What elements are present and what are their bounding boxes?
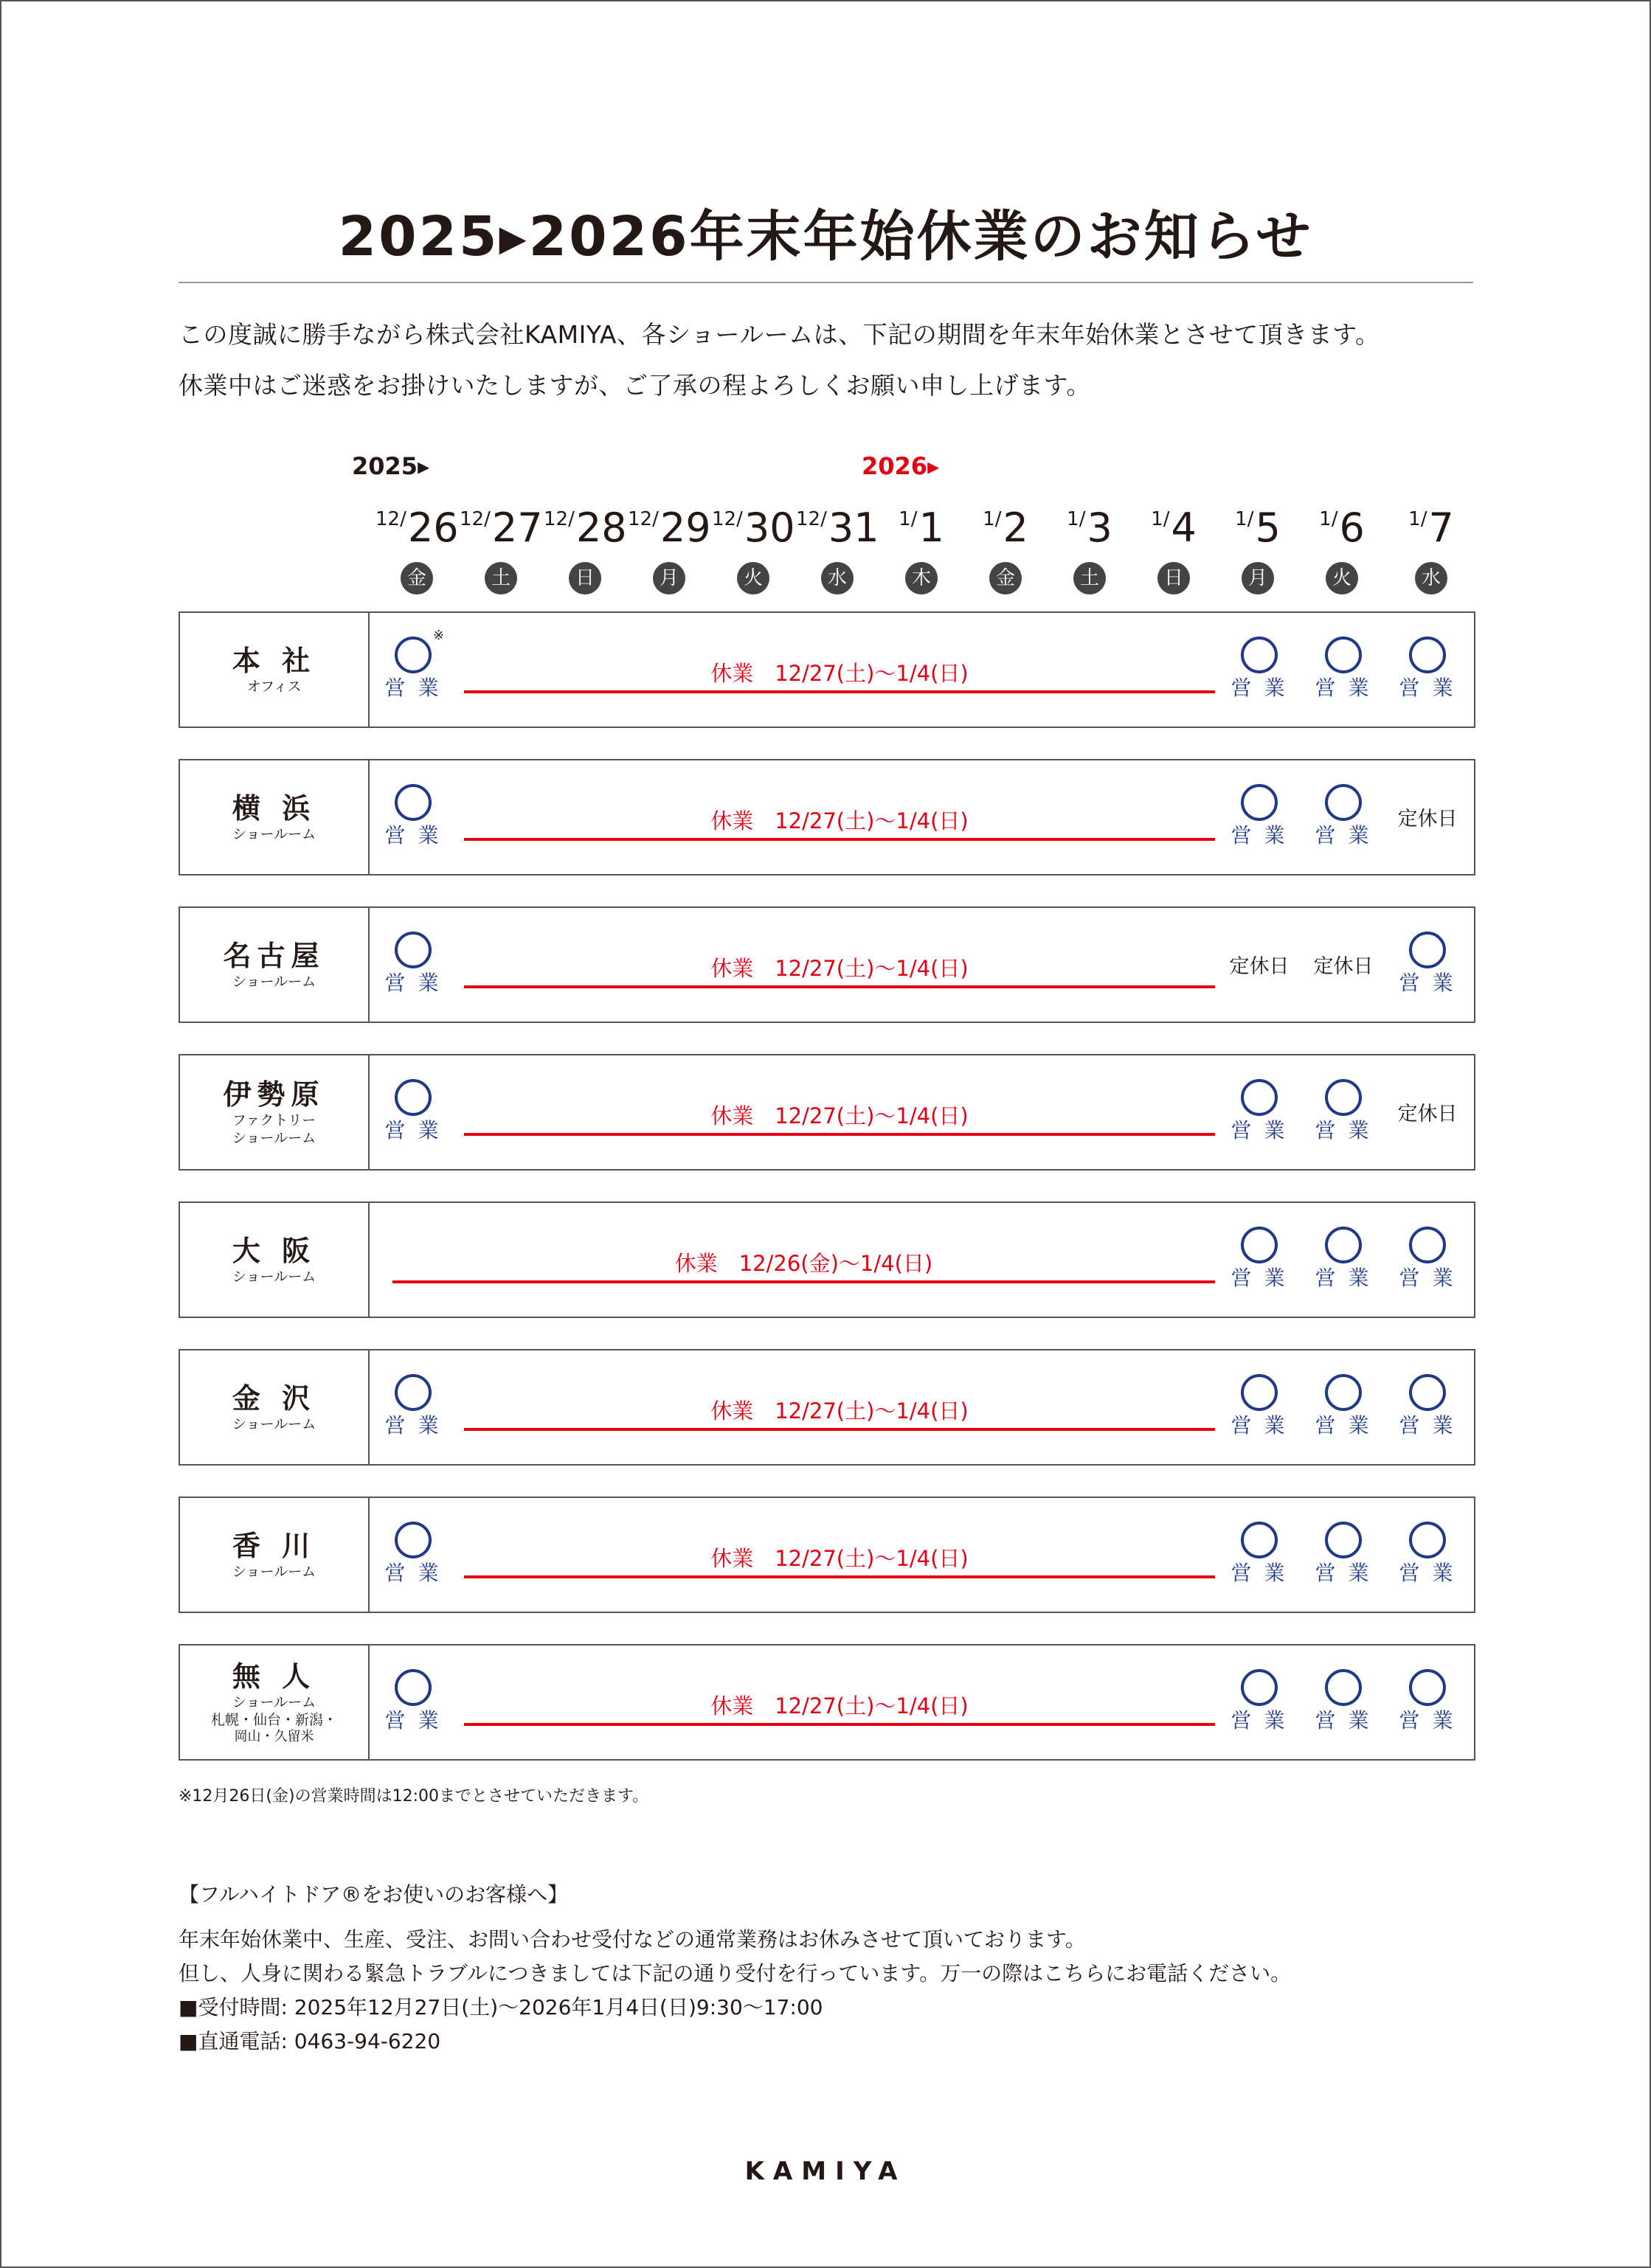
open-marker-dec26 [372,1079,454,1144]
date-day: 28 [575,504,627,551]
date-column [964,493,1047,596]
reception-hours: ■受付時間: 2025年12月27日(土)～2026年1月4日(日)9:30～17:00 [179,1995,823,2019]
open-marker-dec26 [372,932,454,996]
date-month: 12/ [544,508,575,530]
date-number [1216,493,1299,555]
open-marker-dec26 [372,637,454,701]
date-column [544,493,626,596]
date-month: 1/ [1408,508,1427,530]
closure-line [392,1280,1215,1283]
date-number [964,493,1047,555]
location-name: 大 阪 [232,1235,316,1267]
open-circle-icon [395,784,432,821]
location-name: 香 川 [232,1530,316,1562]
location-type: ショールーム [232,1694,316,1710]
date-month: 12/ [712,508,743,530]
location-name: 金 沢 [232,1382,316,1415]
location-name: 無 人 [232,1660,316,1693]
open-circle-icon [1325,784,1362,821]
location-type: オフィス [246,679,302,695]
date-number [880,493,963,555]
open-circle-icon [395,1522,432,1558]
date-day: 6 [1339,504,1365,551]
open-label: 営 業 [384,676,442,700]
open-label: 営 業 [384,1708,442,1733]
date-month: 1/ [1151,508,1170,530]
weekday-badge: 金 [989,562,1022,594]
open-circle-icon [395,637,432,673]
open-label: 営 業 [1399,676,1456,700]
date-column [712,493,795,596]
open-circle-icon [1241,1374,1278,1411]
location-name-cell [180,1498,370,1612]
open-label: 営 業 [384,823,442,847]
date-day: 7 [1428,504,1454,551]
weekday-badge: 月 [653,562,685,594]
open-marker-jan6 [1302,784,1385,849]
open-label: 営 業 [1315,1708,1372,1733]
date-column [1048,493,1131,596]
schedule-row [179,1644,1475,1761]
open-circle-icon [1241,1669,1278,1706]
open-circle-icon [1325,1374,1362,1411]
date-month: 1/ [1235,508,1254,530]
date-month: 12/ [796,508,827,530]
open-marker-jan5 [1218,1227,1301,1291]
date-day: 31 [828,504,879,551]
open-circle-icon [1409,932,1446,968]
schedule-row [179,1054,1475,1171]
direct-phone: ■直通電話: 0463-94-6220 [179,2029,441,2053]
open-marker-jan7 [1386,1522,1469,1586]
open-marker-jan6 [1302,1079,1385,1144]
open-label: 営 業 [1315,1118,1372,1142]
fullheight-line-1: 年末年始休業中、生産、受注、お問い合わせ受付などの通常業務はお休みさせて頂いております。 [179,1927,1086,1952]
location-name-cell [180,908,370,1022]
open-label: 営 業 [1399,1708,1456,1733]
closure-period: 休業 12/27(土)～1/4(日) [710,1398,969,1423]
year-label-2025: 2025▸ [352,452,430,480]
weekday-badge: 水 [1415,562,1447,594]
closure-period: 休業 12/27(土)～1/4(日) [710,1693,969,1719]
location-name: 名古屋 [223,940,325,972]
open-label: 営 業 [384,1413,442,1438]
intro-line-1: この度誠に勝手ながら株式会社KAMIYA、各ショールームは、下記の期間を年末年始休業とさせて頂きます。 [179,320,1380,349]
open-label: 営 業 [1231,1708,1288,1733]
closure-period: 休業 12/27(土)～1/4(日) [710,661,969,686]
open-label: 営 業 [1399,1561,1456,1585]
date-number [375,493,458,555]
weekday-badge: 土 [1073,562,1106,594]
date-month: 12/ [628,508,659,530]
open-label: 営 業 [1315,1266,1372,1290]
open-label: 営 業 [1231,1561,1288,1585]
schedule-row [179,611,1475,728]
date-day: 5 [1255,504,1281,551]
open-circle-icon [1325,1522,1362,1558]
fullheight-line-2: 但し、人身に関わる緊急トラブルにつきましては下記の通り受付を行っています。万一の際はこちらにお電話ください。 [179,1961,1292,1986]
closure-period: 休業 12/27(土)～1/4(日) [710,808,969,833]
closure-period: 休業 12/27(土)～1/4(日) [710,1103,969,1128]
open-label: 営 業 [1399,1266,1456,1290]
schedule-row [179,1349,1475,1466]
location-type: ショールーム [232,974,316,990]
weekday-badge: 金 [401,562,433,594]
regular-holiday-jan6: 定休日 [1313,955,1374,978]
open-marker-jan6 [1302,1227,1385,1291]
open-marker-jan7 [1386,1227,1469,1291]
open-circle-icon [395,1079,432,1116]
open-circle-icon [1241,637,1278,673]
open-marker-jan5 [1218,1669,1301,1734]
closure-line [464,1723,1215,1726]
schedule-row [179,759,1475,875]
open-label: 営 業 [1315,1413,1372,1438]
location-name: 伊勢原 [223,1078,325,1111]
open-label: 営 業 [1231,1413,1288,1438]
schedule-row [179,906,1475,1023]
date-number [712,493,795,555]
location-type: ショールーム [232,826,316,842]
date-day: 3 [1087,504,1112,551]
location-name-cell [180,1350,370,1464]
date-column [1132,493,1215,596]
open-circle-icon [1409,1669,1446,1706]
open-marker-jan5 [1218,637,1301,701]
open-circle-icon [1409,1374,1446,1411]
open-label: 営 業 [384,971,442,995]
date-month: 1/ [1067,508,1086,530]
title-divider [179,282,1473,283]
date-day: 30 [744,504,795,551]
date-column [1301,493,1383,596]
open-label: 営 業 [1231,1118,1288,1142]
date-column [1390,493,1472,596]
open-circle-icon [395,1669,432,1706]
page-title: 2025▸2026年末年始休業のお知らせ [338,205,1313,268]
location-type-2: 札幌・仙台・新潟・ [210,1712,337,1728]
weekday-badge: 日 [569,562,601,594]
date-number [1132,493,1215,555]
open-marker-jan7 [1386,637,1469,701]
location-type: ショールーム [232,1564,316,1580]
open-label: 営 業 [1231,1266,1288,1290]
open-marker-jan5 [1218,784,1301,849]
regular-holiday-jan5: 定休日 [1229,955,1290,978]
date-month: 12/ [460,508,491,530]
closure-line [464,690,1215,693]
open-marker-jan6 [1302,637,1385,701]
date-day: 29 [660,504,711,551]
open-circle-icon [1325,637,1362,673]
date-column [796,493,879,596]
date-day: 4 [1171,504,1197,551]
open-circle-icon [1409,1227,1446,1263]
open-label: 営 業 [1315,1561,1372,1585]
date-month: 1/ [1319,508,1338,530]
open-label: 営 業 [1399,1413,1456,1438]
weekday-badge: 火 [1326,562,1358,594]
date-day: 26 [407,504,459,551]
weekday-badge: 水 [821,562,854,594]
location-name: 本 社 [232,645,316,677]
weekday-badge: 火 [737,562,769,594]
date-day: 2 [1003,504,1028,551]
open-circle-icon [1325,1079,1362,1116]
date-column [880,493,963,596]
asterisk-mark: ※ [433,628,445,643]
date-column [375,493,458,596]
weekday-badge: 日 [1157,562,1190,594]
open-marker-dec26 [372,784,454,849]
closure-period: 休業 12/26(金)～1/4(日) [674,1251,933,1276]
weekday-badge: 土 [485,562,517,594]
open-circle-icon [1241,1227,1278,1263]
open-marker-dec26 [372,1374,454,1439]
schedule-row [179,1201,1475,1318]
open-marker-jan5 [1218,1522,1301,1586]
date-number [1390,493,1472,555]
date-month: 1/ [983,508,1002,530]
open-circle-icon [1241,1522,1278,1558]
open-marker-jan5 [1218,1079,1301,1144]
open-marker-jan6 [1302,1374,1385,1439]
closure-period: 休業 12/27(土)～1/4(日) [710,956,969,981]
date-day: 1 [918,504,944,551]
open-circle-icon [1325,1227,1362,1263]
open-marker-dec26 [372,1522,454,1586]
date-number [1301,493,1383,555]
closure-line [464,985,1215,988]
open-circle-icon [1409,1522,1446,1558]
location-name: 横 浜 [232,792,316,825]
date-month: 12/ [375,508,406,530]
date-day: 27 [491,504,543,551]
location-type: ショールーム [232,1269,316,1285]
regular-holiday-jan7: 定休日 [1397,1103,1458,1126]
open-marker-jan5 [1218,1374,1301,1439]
open-label: 営 業 [1315,823,1372,847]
open-label: 営 業 [1399,971,1456,995]
closure-line [464,838,1215,841]
schedule-row [179,1497,1475,1613]
year-label-2026: 2026▸ [862,452,940,480]
date-number [544,493,626,555]
open-circle-icon [395,1374,432,1411]
closure-period: 休業 12/27(土)～1/4(日) [710,1546,969,1571]
open-label: 営 業 [1315,676,1372,700]
location-name-cell [180,1645,370,1759]
fullheight-heading: 【フルハイトドア®をお使いのお客様へ】 [179,1882,569,1907]
open-label: 営 業 [1231,823,1288,847]
date-column [460,493,542,596]
open-marker-jan7 [1386,932,1469,996]
closure-line [464,1428,1215,1431]
date-month: 1/ [899,508,918,530]
date-column [628,493,710,596]
open-marker-jan7 [1386,1669,1469,1734]
open-marker-dec26 [372,1669,454,1734]
open-circle-icon [1325,1669,1362,1706]
open-marker-jan6 [1302,1669,1385,1734]
weekday-badge: 月 [1242,562,1274,594]
location-name-cell [180,613,370,726]
location-type-2: ショールーム [232,1130,316,1146]
date-number [1048,493,1131,555]
open-marker-jan7 [1386,1374,1469,1439]
intro-line-2: 休業中はご迷惑をお掛けいたしますが、ご了承の程よろしくお願い申し上げます。 [179,371,1091,400]
kamiya-logo: KAMIYA [744,2157,907,2186]
regular-holiday-jan7: 定休日 [1397,808,1458,830]
location-name-cell [180,760,370,874]
location-list-2: 岡山・久留米 [234,1729,314,1744]
open-circle-icon [1241,1079,1278,1116]
open-marker-jan6 [1302,1522,1385,1586]
date-number [460,493,542,555]
date-number [796,493,879,555]
closure-line [464,1575,1215,1578]
open-label: 営 業 [384,1561,442,1585]
open-circle-icon [1241,784,1278,821]
open-circle-icon [395,932,432,968]
weekday-badge: 木 [905,562,938,594]
open-circle-icon [1409,637,1446,673]
closure-line [464,1133,1215,1136]
footnote: ※12月26日(金)の営業時間は12:00までとさせていただきます。 [179,1787,649,1806]
open-label: 営 業 [1231,676,1288,700]
date-number [628,493,710,555]
location-type: ショールーム [232,1416,316,1432]
date-column [1216,493,1299,596]
open-label: 営 業 [384,1118,442,1142]
location-type: ファクトリー [232,1112,316,1128]
location-name-cell [180,1203,370,1317]
location-name-cell [180,1055,370,1169]
